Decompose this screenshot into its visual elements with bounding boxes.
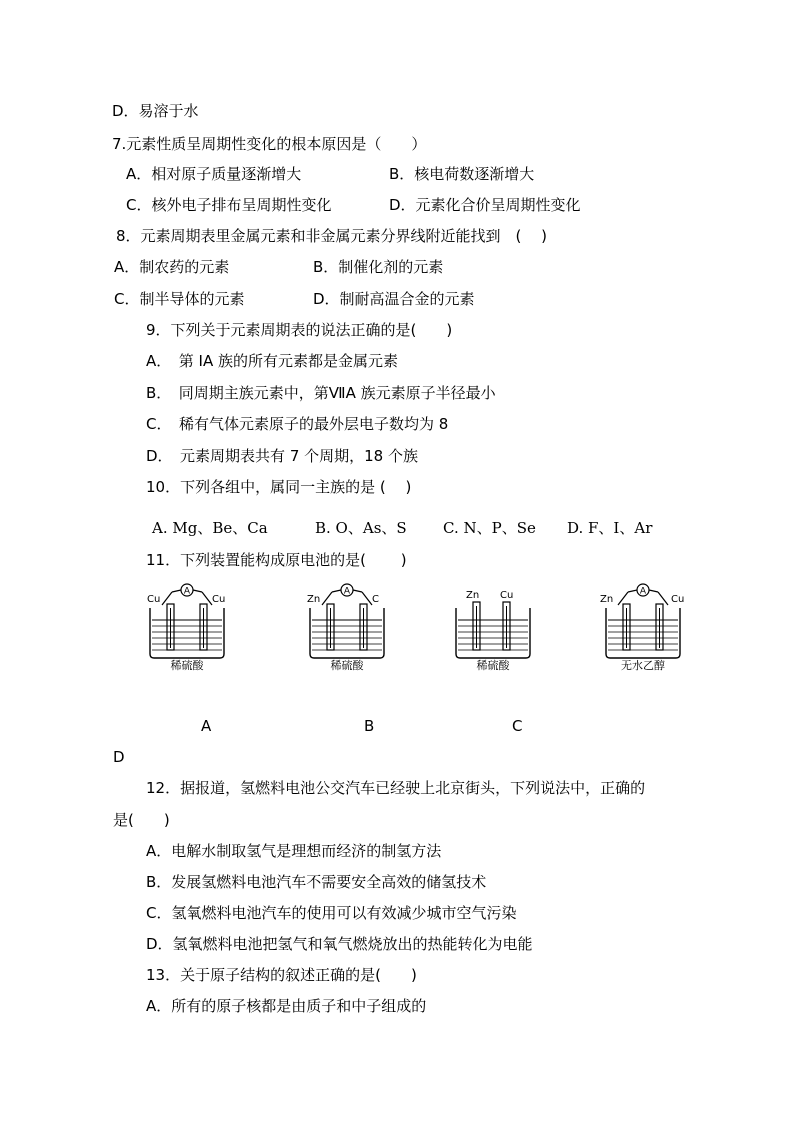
q7-option-d: D．元素化合价呈周期性变化: [389, 196, 581, 214]
q12-option-d: D．氢氧燃料电池把氢气和氧气燃烧放出的热能转化为电能: [146, 935, 533, 953]
cell-figure-d: [598, 580, 698, 670]
figure-label-c: C: [512, 717, 523, 735]
solution-label: 稀硫酸: [170, 659, 204, 672]
figure-label-a: A: [201, 717, 212, 735]
cell-figure-c: [448, 580, 548, 670]
cell-figure-b: [302, 580, 402, 670]
left-electrode-label: Cu: [147, 594, 161, 605]
right-electrode-label: Cu: [500, 590, 514, 601]
question-12: 12．据报道，氢燃料电池公交汽车已经驶上北京街头，下列说法中，正确的: [146, 779, 646, 797]
left-electrode-label: Zn: [307, 594, 321, 605]
question-7: 7.元素性质呈周期性变化的根本原因是（ ）: [112, 135, 427, 153]
q9-option-c: C． 稀有气体元素原子的最外层电子数均为 8: [146, 415, 449, 433]
q8-option-b: B．制催化剂的元素: [313, 258, 444, 276]
q10-option-b: B. O、As、S: [315, 519, 407, 537]
ammeter-label: A: [343, 586, 351, 597]
q12-option-b: B．发展氢燃料电池汽车不需要安全高效的储氢技术: [146, 873, 487, 891]
q8-option-d: D．制耐高温合金的元素: [313, 290, 475, 308]
q12-option-a: A．电解水制取氢气是理想而经济的制氢方法: [146, 842, 442, 860]
q9-option-d: D． 元素周期表共有 7 个周期，18 个族: [146, 447, 418, 465]
left-electrode-label: Zn: [600, 594, 614, 605]
question-13: 13．关于原子结构的叙述正确的是( ): [146, 966, 417, 984]
solution-label: 稀硫酸: [476, 659, 510, 672]
question-11: 11．下列装置能构成原电池的是( ): [146, 551, 407, 569]
q10-option-a: A. Mg、Be、Ca: [152, 519, 268, 537]
right-electrode-label: Cu: [671, 594, 685, 605]
q7-option-a: A．相对原子质量逐渐增大: [126, 165, 302, 183]
q9-option-a: A． 第 IA 族的所有元素都是金属元素: [146, 352, 398, 370]
q10-option-d: D. F、I、Ar: [567, 519, 653, 537]
ammeter-label: A: [639, 586, 647, 597]
q13-option-a: A．所有的原子核都是由质子和中子组成的: [146, 997, 427, 1015]
q8-option-c: C．制半导体的元素: [114, 290, 245, 308]
right-electrode-label: Cu: [212, 594, 226, 605]
figure-label-b: B: [364, 717, 375, 735]
q9-option-b: B． 同周期主族元素中，第ⅦA 族元素原子半径最小: [146, 384, 496, 402]
q7-option-c: C．核外电子排布呈周期性变化: [126, 196, 332, 214]
q7-option-b: B．核电荷数逐渐增大: [389, 165, 535, 183]
figure-label-d: D: [113, 748, 125, 766]
solution-label: 无水乙醇: [621, 659, 665, 672]
q8-option-a: A．制农药的元素: [114, 258, 230, 276]
left-electrode-label: Zn: [466, 590, 480, 601]
question-8: 8．元素周期表里金属元素和非金属元素分界线附近能找到 ( ): [116, 227, 548, 245]
question-9: 9．下列关于元素周期表的说法正确的是( ): [146, 321, 453, 339]
ammeter-label: A: [183, 586, 191, 597]
option-d-soluble: D．易溶于水: [112, 102, 199, 120]
question-12-cont: 是( ): [113, 811, 170, 829]
question-10: 10．下列各组中，属同一主族的是 ( ): [146, 478, 412, 496]
solution-label: 稀硫酸: [330, 659, 364, 672]
q10-option-c: C. N、P、Se: [443, 519, 536, 537]
cell-figure-a: [142, 580, 242, 670]
right-electrode-label: C: [372, 594, 379, 605]
q12-option-c: C．氢氧燃料电池汽车的使用可以有效减少城市空气污染: [146, 904, 517, 922]
